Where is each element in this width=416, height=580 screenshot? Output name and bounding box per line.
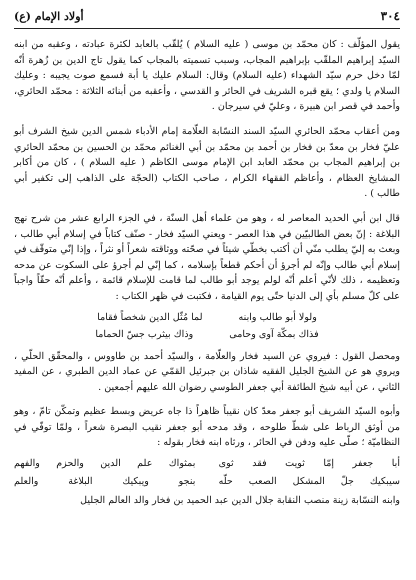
verse-line: [14, 327, 400, 343]
verse-left-hemistich: بنجو ويبكيك البلاغة والعلم: [14, 475, 196, 487]
verse-right-hemistich: أبا جعفر إمّا ثويت فقد ثوى: [218, 458, 400, 470]
paragraph-2: ومن أعقاب محمّد الحائري السيّد السند النسّابة العلّامة إمام الأدباء شمس الدين شيخ الشرف أبو عليّ فخار بن معدّ بن فخار بن أحمد بن محمّد بن أبي الغنائم محمّد بن الحسين بن محمّد الحائري بن إبراهيم المجاب بن محمّد العابد ابن الإمام موسى الكاظم ( عليه السلام ) ، كان من أكابر المشايخ العظام ، وأعاظم الفقهاء الكرام ، صاحب الكتاب (الحجّة على الذاهب إلى تكفير أبي طالب ) .: [14, 125, 400, 200]
verse-left-hemistich: وذاك بيثرب جسّ الحماما: [95, 329, 194, 340]
paragraph-4: ومحصل القول : فيروي عن السيد فخار والعلّامة ، والسيّد أحمد بن طاووس ، والمحقّق الحلّي ، ويروي هو عن الشيخ الجليل الفقيه شاذان بن جبرئيل القمّي عن عماد الدين الطبري ، عن المفيد الثاني ، عن أبيه شيخ الطائفة أبي جعفر الطوسي رضوان الله عليهم أجمعين .: [14, 350, 400, 393]
verse-right-hemistich: ولولا أبو طالب وابنه: [238, 311, 317, 323]
paragraph-3: قال ابن أبي الحديد المعاصر له ، وهو من علماء أهل السنّة ، في الجزء الرابع عشر من شرح نهج البلاغة : إنّ بعض الطالبيّين في هذا العصر - ويعني السيّد فخار - صنّف كتاباً في إسلام أبي طالب ، وبعث به إليّ يطلب منّي أن أكتب بخطّي شيئاً في صحّته ووثاقته شعراً أو نثراً ، وإذا إنّي متوقّف في إسلام أبي طالب وإنّه لم أجرؤ أن أحكم قطعاً بإسلامه ، كما إنّي لم أجرؤ على السكوت عن مدحه وتعظيمه ، ذلك لأنّي أعلم أنّه لولم يوجد أبو طالب لما قامت للإسلام قائمة ، وأعلم أنّه حقّاً واجباً على كلّ مسلم بأي إلى الدنيا حتّى يوم القيامة ، فكتبت في ظهر الكتاب :: [14, 212, 400, 302]
verse-line: [14, 474, 400, 490]
paragraph-1: يقول المؤلّف : كان محمّد بن موسى ( عليه السلام ) يُلقّب بالعابد لكثرة عبادته ، وعقبه من ابنه السيّد إبراهيم الملقّب بإبراهيم المجاب، وسبب تسميته بالمجاب كما يقول تاج الدين بن زُهرة أنّه لمّا دخل حرم سيّد الشهداء (عليه السلام) وقال: السلام عليك يا أبة فسمع صوت يجيبه : وعليك السلام يا ولدي ؛ يقع قبره الشريف في الحائر و القدسي ، وأعقبه من أبنائه الثلاثة : محمّد الحائري، وأحمد في قصر ابن هبيرة ، وعليّ في سيرجان .: [14, 39, 400, 113]
verse-line: [14, 456, 400, 472]
verse-line: [14, 310, 400, 326]
header-rule: [14, 28, 400, 29]
verse-right-hemistich: فذاك بمكّة آوى وحامى: [229, 329, 319, 340]
page-header: [14, 6, 400, 26]
verse-right-hemistich: سيبكيك جلّ المشكل الصعب حلّه: [218, 475, 400, 487]
paragraph-5: وأبوه السيّد الشريف أبو جعفر معدّ كان نقيباً ظاهراً ذا جاه عريض وبسط عظيم وتمكّن تامّ ، وهو من أوثق الرباط على شطّ طلوحه ، وقد مدحه أبو جعفر نقيب البصرة شعراً ، ولمّا توفّي في النظاميّة ؛ صلّى عليه ودفن في الحائر ، ورثاه ابنه فخار بقوله :: [14, 406, 400, 449]
verse-left-hemistich: لما مُثّل الدين شخصاً فقاما: [97, 311, 203, 323]
page-number: ٣٠٤: [380, 9, 400, 23]
verse-left-hemistich: بمثواك علم الدين والحزم والفهم: [14, 458, 196, 470]
running-title: أولاد الإمام (ع): [14, 9, 84, 23]
paragraph-6: وابنه النسّابة زينة منصب النقابة جلال الدين عبد الحميد بن فخار والد العالم الجليل: [80, 495, 400, 507]
